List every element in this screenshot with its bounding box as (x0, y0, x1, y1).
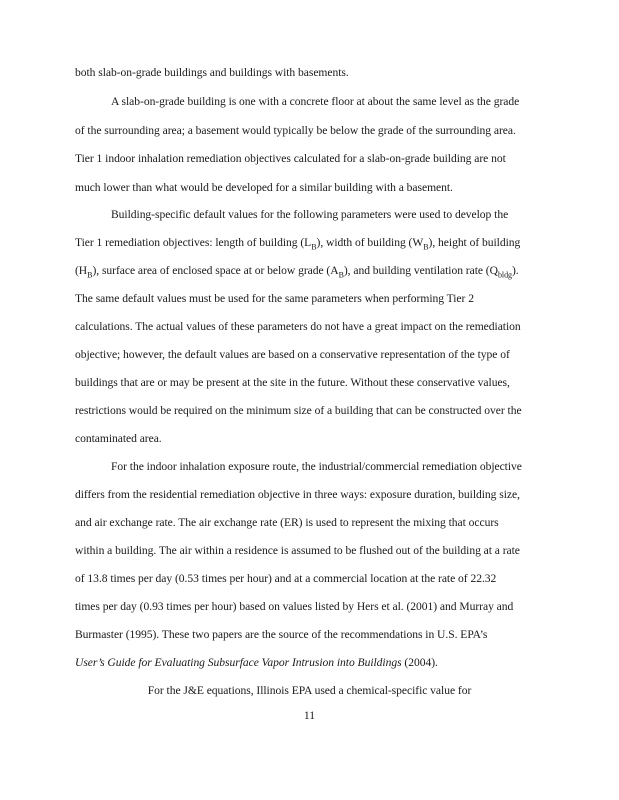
paragraph-start: Building-specific default values for the following parameters were used to develop the (111, 208, 509, 221)
subscript: B (311, 242, 317, 252)
text-segment: ), surface area of enclosed space at or below grade (A (92, 264, 339, 277)
italic-title: User’s Guide for Evaluating Subsurface Vapor Intrusion into Buildings (75, 656, 402, 669)
text-segment: Tier 1 remediation objectives: length of building (L (75, 236, 312, 249)
paragraph-start: For the indoor inhalation exposure route, the industrial/commercial remediation objective (111, 460, 522, 473)
text-line: calculations. The actual values of these parameters do not have a great impact on the remediation (75, 320, 521, 333)
subscript: bldg (497, 270, 512, 280)
text-line: buildings that are or may be present at the site in the future. Without these conservative values, (75, 376, 510, 389)
subscript: B (87, 270, 93, 280)
text-line: both slab-on-grade buildings and buildings with basements. (75, 66, 349, 79)
text-line: The same default values must be used for the same parameters when performing Tier 2 (75, 292, 474, 305)
text-segment: ), and building ventilation rate (Q (343, 264, 498, 277)
text-line: much lower than what would be developed for a similar building with a basement. (75, 181, 453, 194)
text-line: differs from the residential remediation objective in three ways: exposure duration, building size, (75, 488, 520, 501)
text-line: of 13.8 times per day (0.53 times per hour) and at a commercial location at the rate of 22.32 (75, 572, 497, 585)
text-line: restrictions would be required on the minimum size of a building that can be constructed over the (75, 404, 522, 417)
paragraph-start: A slab-on-grade building is one with a concrete floor at about the same level as the grade (111, 95, 520, 108)
centered-paragraph-start: For the J&E equations, Illinois EPA used a chemical-specific value for (147, 684, 472, 697)
text-line-with-subscripts (75, 236, 520, 250)
text-line: of the surrounding area; a basement would typically be below the grade of the surrounding area. (75, 124, 516, 137)
text-line: within a building. The air within a residence is assumed to be flushed out of the building at a rate (75, 544, 520, 557)
text-line: Burmaster (1995). These two papers are the source of the recommendations in U.S. EPA’s (75, 628, 488, 641)
subscript: B (423, 242, 429, 252)
text-line: Tier 1 indoor inhalation remediation objectives calculated for a slab-on-grade building are not (75, 152, 506, 165)
text-segment: ), width of building (W (316, 236, 424, 249)
text-line-with-subscripts (75, 264, 519, 278)
subscript: B (338, 270, 344, 280)
text-segment: (2004). (401, 656, 438, 669)
text-segment: (H (75, 264, 88, 277)
text-segment: ). (511, 264, 519, 277)
text-line: and air exchange rate. The air exchange rate (ER) is used to represent the mixing that occurs (75, 516, 499, 529)
text-segment: ), height of building (428, 236, 521, 249)
text-line: times per day (0.93 times per hour) based on values listed by Hers et al. (2001) and Murray and (75, 600, 514, 613)
text-line-with-italic-title (75, 656, 438, 670)
text-line: contaminated area. (75, 432, 162, 445)
text-line: objective; however, the default values are based on a conservative representation of the type of (75, 348, 510, 361)
page-number: 11 (303, 709, 316, 722)
